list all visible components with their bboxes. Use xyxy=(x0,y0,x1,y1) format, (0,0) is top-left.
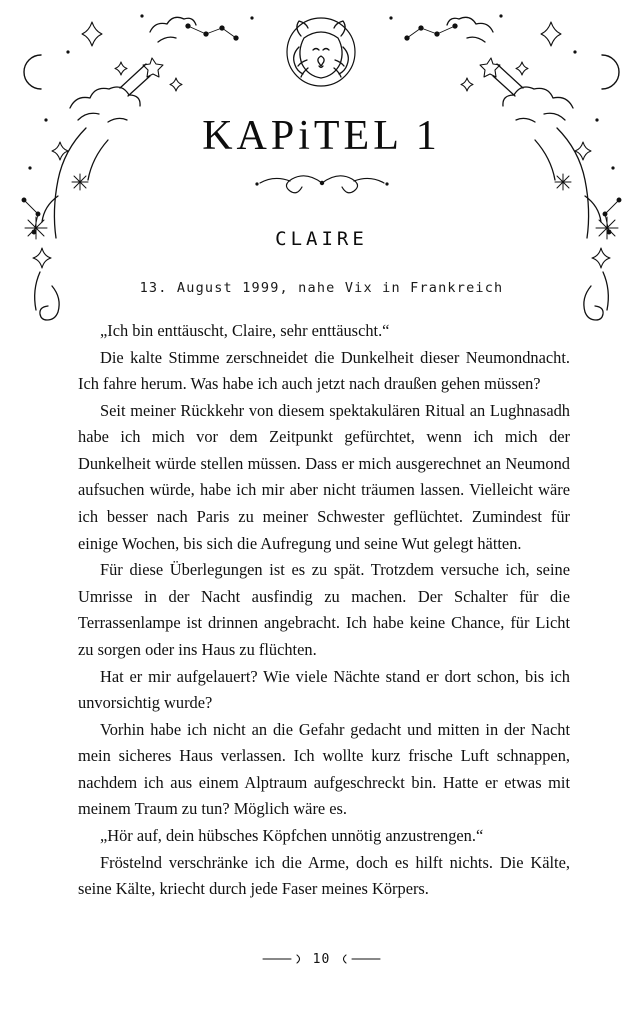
paragraph: Für diese Überlegungen ist es zu spät. Trotzdem versuche ich, seine Umrisse in der Nacht ausfindig zu machen. Der Schalter für die Terrassenlampe ist drinnen angebracht. Ich habe keine Chance, für Licht zu sorgen oder ins Haus zu flüchten. xyxy=(78,560,570,659)
paragraph: Hat er mir aufgelauert? Wie viele Nächte stand er dort schon, bis ich unvorsichtig wurde? xyxy=(78,666,570,713)
lion-head-icon xyxy=(287,18,355,86)
cloud-icon-top-right xyxy=(447,17,493,42)
body-text xyxy=(78,318,570,903)
paragraph: Vorhin habe ich nicht an die Gefahr gedacht und mitten in der Nacht mein sicheres Haus verlassen. Ich wollte kurz frische Luft schnappen, nachdem ich aus einem Alptraum aufgeschreckt bin. Hatte er etwas mit meinem Traum zu tun? Möglich wäre es. xyxy=(78,719,570,819)
page-number: 10 xyxy=(312,951,331,967)
crescent-moon-icon-right xyxy=(602,55,619,89)
constellation-icon-right xyxy=(405,24,457,40)
paragraph: Die kalte Stimme zerschneidet die Dunkelheit dieser Neumondnacht. Ich fahre herum. Was habe ich auch jetzt nach draußen gehen müssen? xyxy=(78,347,570,394)
cloud-icon-top-left xyxy=(150,17,196,42)
page-title: KAPiTEL 1 xyxy=(202,113,441,159)
paragraph: Fröstelnd verschränke ich die Arme, doch es hilft nichts. Die Kälte, seine Kälte, kriecht durch jede Faser meines Körpers. xyxy=(78,852,570,899)
ornamental-flourish xyxy=(0,168,643,203)
folio-rule-right xyxy=(340,951,382,967)
folio-ornament xyxy=(261,951,383,967)
paragraph: „Ich bin enttäuscht, Claire, sehr enttäuscht.“ xyxy=(100,321,390,340)
crescent-moon-icon-left xyxy=(24,55,41,89)
folio-rule-left xyxy=(261,951,303,967)
constellation-icon-left xyxy=(186,24,238,40)
paragraph: Seit meiner Rückkehr von diesem spektakulären Ritual an Lughnasadh habe ich mich vor dem Zeitpunkt gefürchtet, wenn ich mich der Dunkelheit würde stellen müssen. Dass er mich ausgerechnet an Neumond aufsuchen würde, habe ich mir aber nicht träumen lassen. Vielleicht wäre ich besser nach Paris zu meiner Schwester geflüchtet. Zumindest für einige Wochen, bis sich die Aufregung und seine Wut gelegt hätten. xyxy=(78,400,570,553)
dateline: 13. August 1999, nahe Vix in Frankreich xyxy=(139,280,504,296)
shooting-star-icon-right xyxy=(480,58,523,96)
shooting-star-icon-left xyxy=(120,58,163,96)
paragraph: „Hör auf, dein hübsches Köpfchen unnötig anzustrengen.“ xyxy=(100,825,484,845)
page-footer xyxy=(0,951,643,972)
pov-character-name: CLAIRE xyxy=(275,228,368,250)
